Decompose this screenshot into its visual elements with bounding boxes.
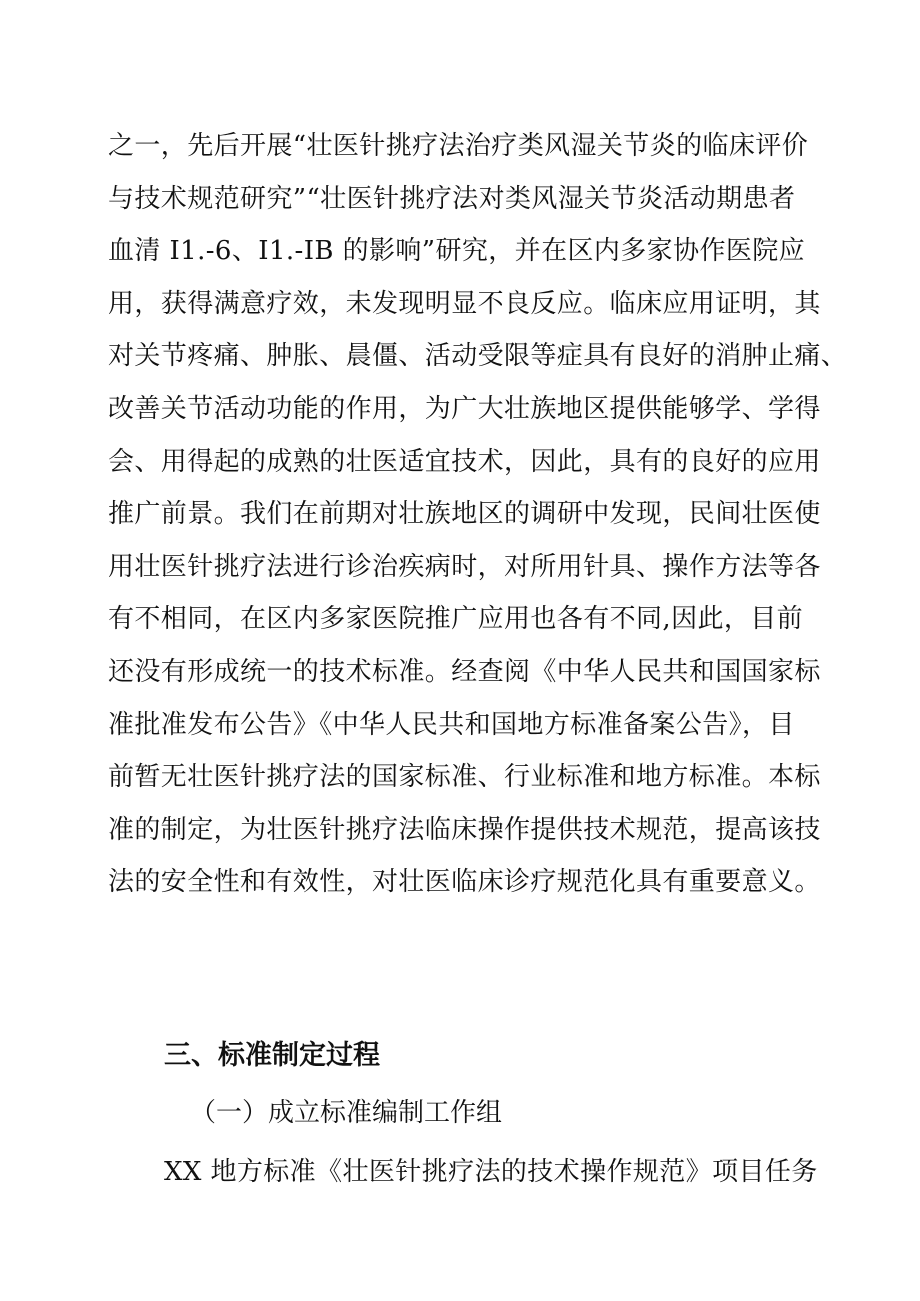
paragraph-line: 还没有形成统一的技术标准。经查阅《中华人民共和国国家标 (108, 656, 821, 687)
paragraph-line: 之一，先后开展“壮医针挑疗法治疗类风湿关节炎的临床评价 (108, 131, 809, 161)
paragraph-line: 用壮医针挑疗法进行诊治疾病时，对所用针具、操作方法等各 (108, 551, 821, 582)
paragraph-line: 推广前景。我们在前期对壮族地区的调研中发现，民间壮医使 (108, 499, 821, 530)
section-heading: 三、标准制定过程 (164, 1040, 380, 1071)
paragraph-line: 有不相同，在区内多家医院推广应用也各有不同,因此，目前 (108, 604, 804, 635)
body-paragraph (108, 120, 848, 909)
paragraph-line: 对关节疼痛、肿胀、晨僵、活动受限等症具有良好的消肿止痛、 (108, 341, 848, 372)
paragraph-line: 法的安全性和有效性，对壮医临床诊疗规范化具有重要意义。 (108, 867, 821, 898)
paragraph-line: 与技术规范研究”“壮医针挑疗法对类风湿关节炎活动期患者 (108, 183, 796, 214)
paragraph-line: 准的制定，为壮医针挑疗法临床操作提供技术规范，提高该技 (108, 814, 821, 845)
paragraph-line: 血清 I1.-6、I1.-IB 的影响”研究，并在区内多家协作医院应 (108, 236, 806, 267)
paragraph-line: 改善关节活动功能的作用，为广大壮族地区提供能够学、学得 (108, 393, 821, 424)
subsection-heading: （一）成立标准编制工作组 (190, 1098, 503, 1128)
paragraph-line: 准批准发布公告》《中华人民共和国地方标准备案公告》，目 (108, 709, 795, 740)
paragraph-line: 用，获得满意疗效，未发现明显不良反应。临床应用证明，其 (108, 288, 821, 319)
paragraph-line: 会、用得起的成熟的壮医适宜技术，因此，具有的良好的应用 (108, 446, 821, 477)
next-paragraph-line: XX 地方标准《壮医针挑疗法的技术操作规范》项目任务 (164, 1157, 818, 1187)
paragraph-line: 前暂无壮医针挑疗法的国家标准、行业标准和地方标准。本标 (108, 762, 821, 793)
